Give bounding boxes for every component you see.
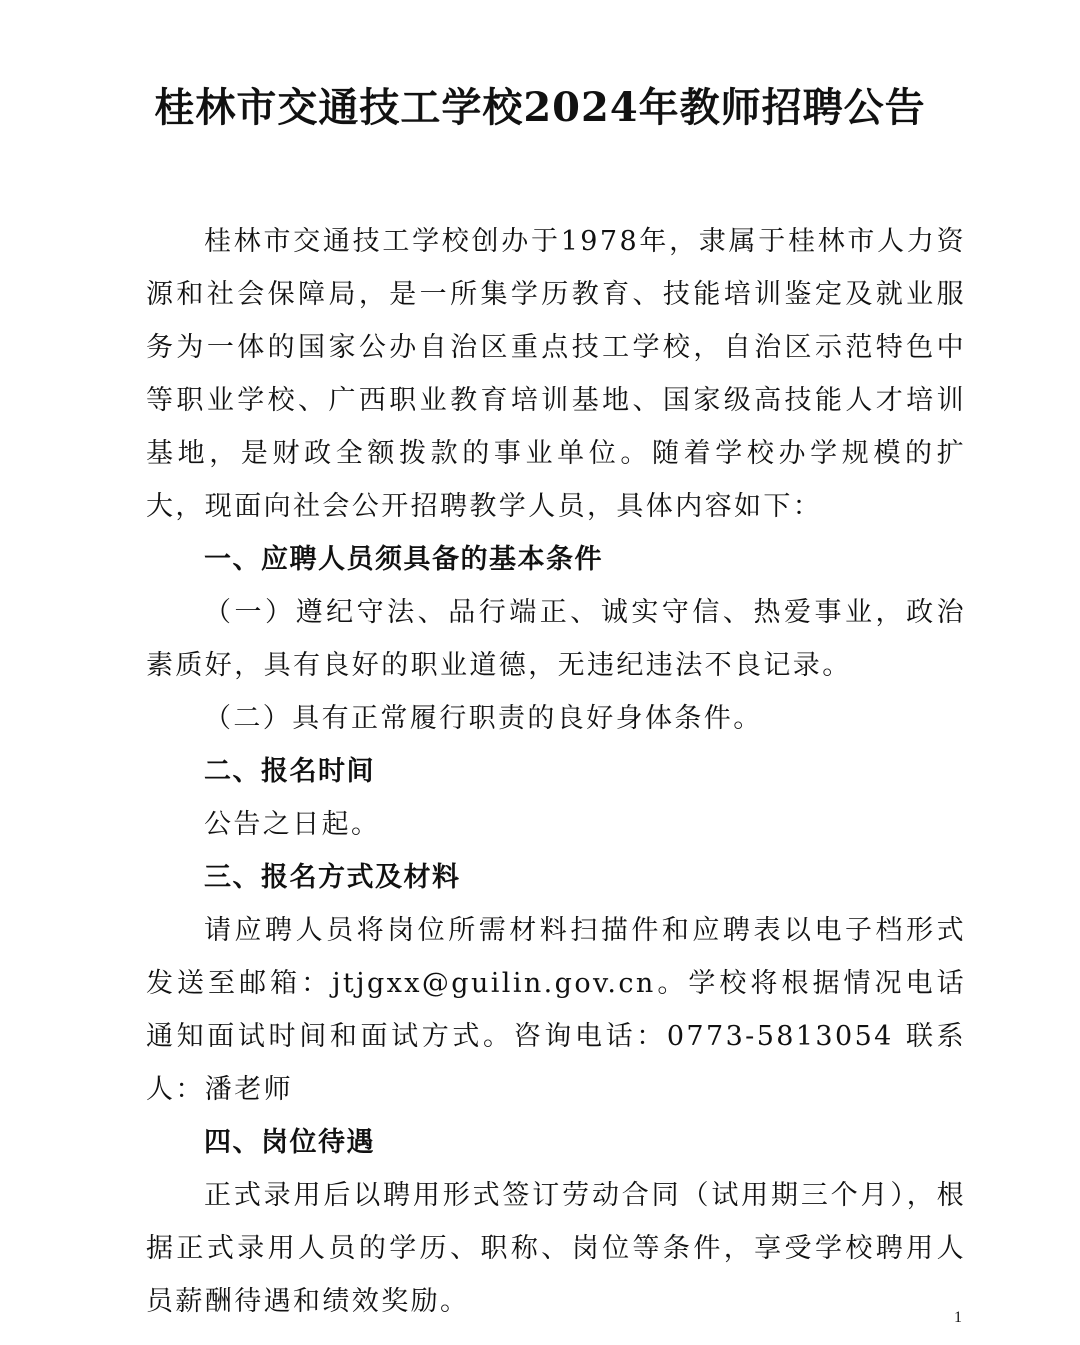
requirements-paragraph-2: （二）具有正常履行职责的良好身体条件。 <box>204 703 763 734</box>
section-heading-requirements: 一、应聘人员须具备的基本条件 <box>204 544 603 575</box>
page-number: 1 <box>954 1309 962 1326</box>
registration-time-paragraph: 公告之日起。 <box>204 809 381 840</box>
document-body <box>146 215 966 1328</box>
compensation-paragraph: 正式录用后以聘用形式签订劳动合同（试用期三个月），根据正式录用人员的学历、职称、岗位等条件，享受学校聘用人员薪酬待遇和绩效奖励。 <box>146 1180 966 1317</box>
document-title: 桂林市交通技工学校2024年教师招聘公告 <box>154 84 926 131</box>
section-heading-registration-method: 三、报名方式及材料 <box>204 862 461 893</box>
section-heading-registration-time: 二、报名时间 <box>204 756 375 787</box>
requirements-paragraph-1: （一）遵纪守法、品行端正、诚实守信、热爱事业，政治素质好，具有良好的职业道德，无违纪违法不良记录。 <box>146 597 966 681</box>
registration-method-paragraph: 请应聘人员将岗位所需材料扫描件和应聘表以电子档形式发送至邮箱：jtjgxx@guilin.gov.cn。学校将根据情况电话通知面试时间和面试方式。咨询电话：0773-5813054 联系人：潘老师 <box>146 915 966 1105</box>
intro-paragraph: 桂林市交通技工学校创办于1978年，隶属于桂林市人力资源和社会保障局，是一所集学历教育、技能培训鉴定及就业服务为一体的国家公办自治区重点技工学校，自治区示范特色中等职业学校、广西职业教育培训基地、国家级高技能人才培训基地，是财政全额拨款的事业单位。随着学校办学规模的扩大，现面向社会公开招聘教学人员，具体内容如下： <box>146 226 966 522</box>
section-heading-compensation: 四、岗位待遇 <box>204 1127 375 1158</box>
